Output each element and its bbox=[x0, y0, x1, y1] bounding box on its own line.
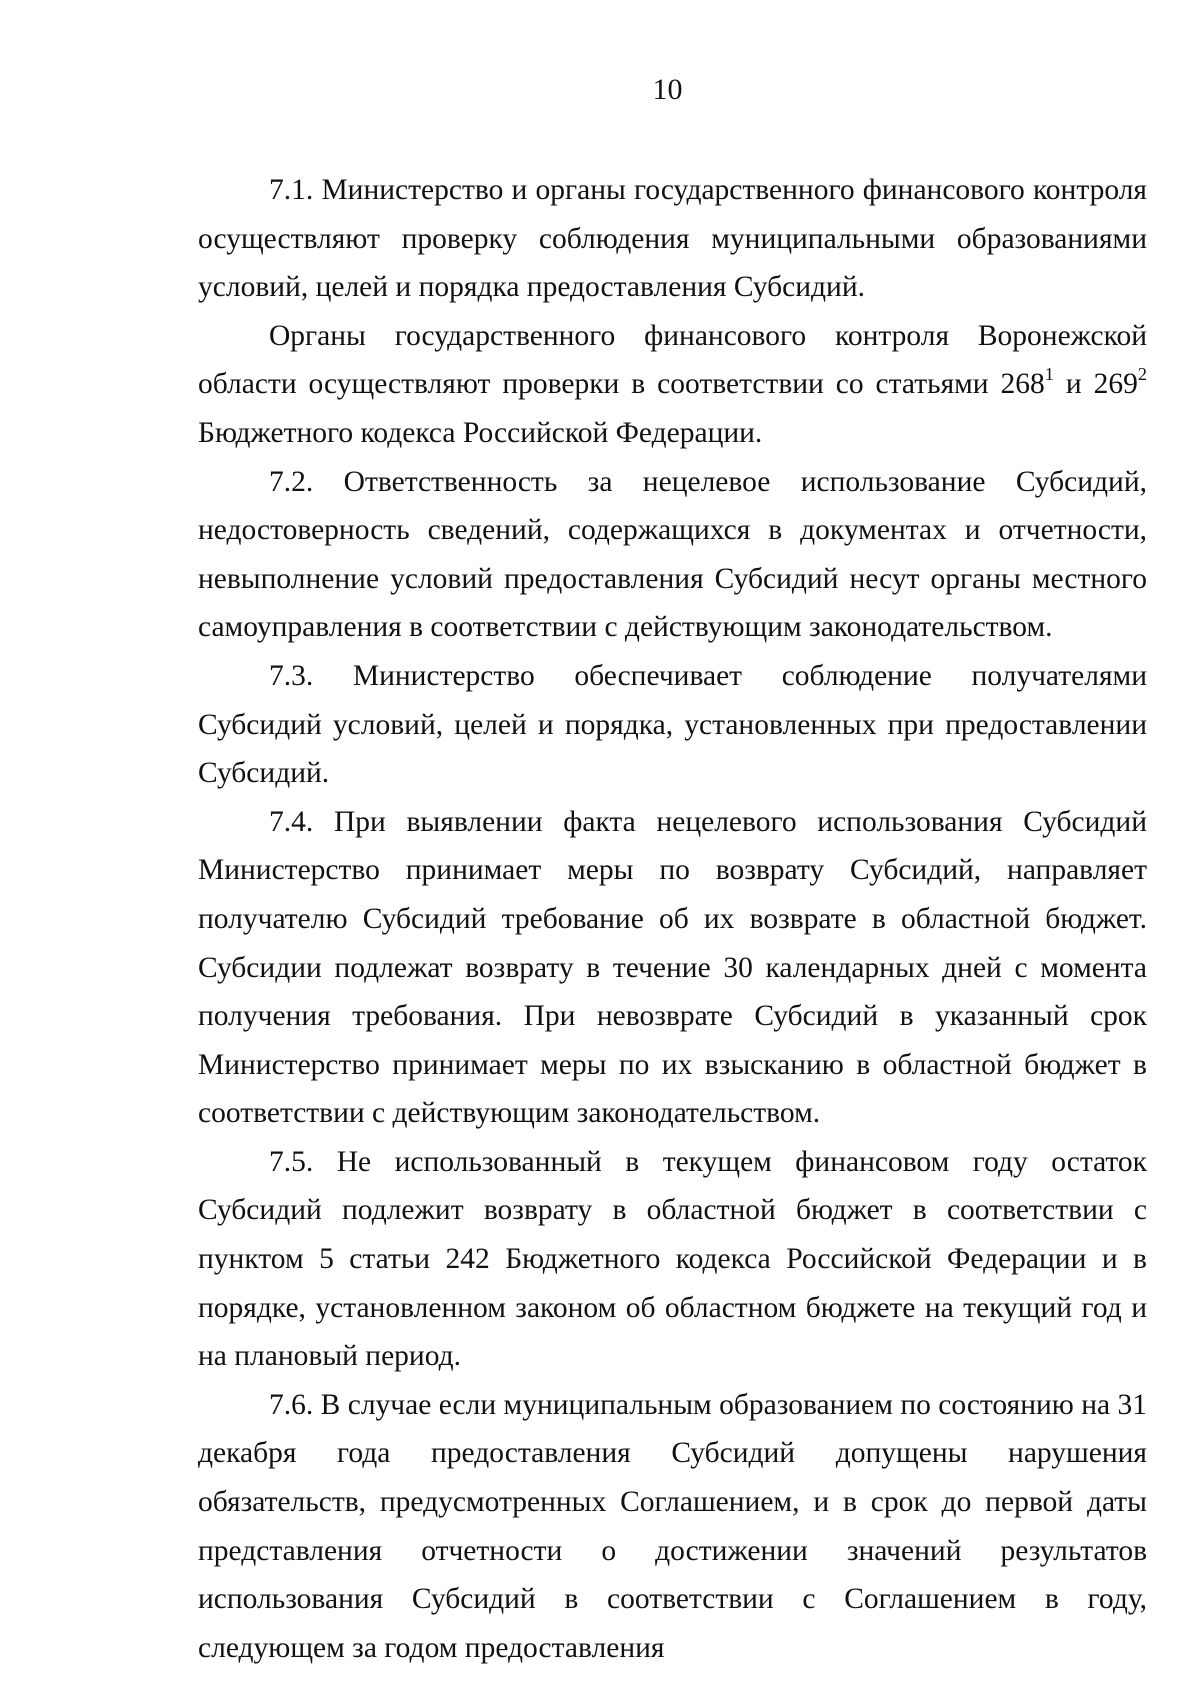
superscript-1: 1 bbox=[1044, 364, 1054, 385]
document-body bbox=[198, 166, 1147, 1672]
paragraph-text-middle: и 269 bbox=[1053, 368, 1138, 401]
paragraph-7-5: 7.5. Не использованный в текущем финансовом году остаток Субсидий подлежит возврату в областной бюджет в соответствии с пунктом 5 статьи 242 Бюджетного кодекса Российской Федерации и в порядке, установленном законом об областном бюджете на текущий год и на плановый период. bbox=[198, 1145, 1147, 1373]
paragraph-text-before: Органы государственного финансового контроля Воронежской области осуществляют проверки в соответствии со статьями 268 bbox=[198, 319, 1147, 401]
paragraph-7-6: 7.6. В случае если муниципальным образованием по состоянию на 31 декабря года предоставления Субсидий допущены нарушения обязательств, предусмотренных Соглашением, и в срок до первой даты представления отчетности о достижении значений результатов использования Субсидий в соответствии с Соглашением в году, следующем за годом предоставления bbox=[198, 1388, 1147, 1664]
paragraph-7-1-control-organs bbox=[198, 312, 1147, 458]
paragraph-7-1: 7.1. Министерство и органы государственного финансового контроля осуществляют проверку соблюдения муниципальными образованиями условий, целей и порядка предоставления Субсидий. bbox=[198, 174, 1147, 304]
page-number: 10 bbox=[652, 73, 683, 106]
paragraph-7-2: 7.2. Ответственность за нецелевое использование Субсидий, недостоверность сведений, содержащихся в документах и отчетности, невыполнение условий предоставления Субсидий несут органы местного самоуправления в соответствии с действующим законодательством. bbox=[198, 465, 1147, 644]
superscript-2: 2 bbox=[1137, 364, 1147, 385]
paragraph-7-4: 7.4. При выявлении факта нецелевого использования Субсидий Министерство принимает меры по возврату Субсидий, направляет получателю Субсидий требование об их возврате в областной бюджет. Субсидии подлежат возврату в течение 30 календарных дней с момента получения требования. При невозврате Субсидий в указанный срок Министерство принимает меры по их взысканию в областной бюджет в соответствии с действующим законодательством. bbox=[198, 805, 1147, 1130]
paragraph-text-after: Бюджетного кодекса Российской Федерации. bbox=[198, 416, 763, 449]
paragraph-7-3: 7.3. Министерство обеспечивает соблюдение получателями Субсидий условий, целей и порядка, установленных при предоставлении Субсидий. bbox=[198, 659, 1147, 790]
